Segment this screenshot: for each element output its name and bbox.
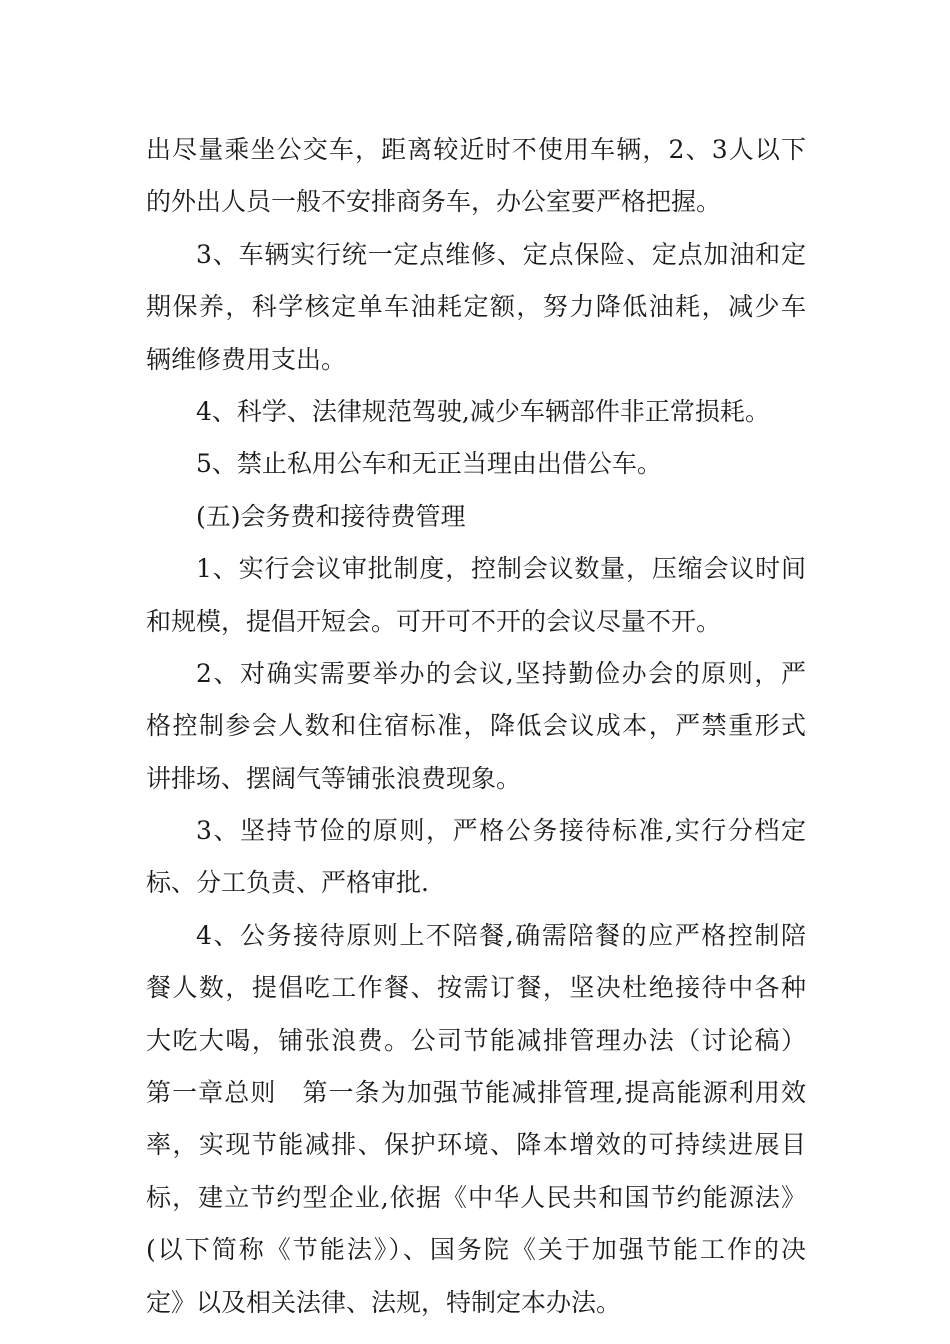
- text-line: 和规模，提倡开短会。可开可不开的会议尽量不开。: [146, 606, 722, 636]
- text-line: 期保养，科学核定单车油耗定额，努力降低油耗，减少车: [146, 292, 806, 322]
- text-line: (以下简称《节能法》）、国务院《关于加强节能工作的决: [146, 1235, 806, 1265]
- text-line: 1、实行会议审批制度，控制会议数量，压缩会议时间: [196, 554, 806, 584]
- text-line: 辆维修费用支出。: [146, 344, 347, 374]
- text-line: 大吃大喝，铺张浪费。公司节能减排管理办法（讨论稿）: [146, 1025, 806, 1055]
- text-line: 讲排场、摆阔气等铺张浪费现象。: [146, 763, 522, 793]
- text-line: 格控制参会人数和住宿标准，降低会议成本，严禁重形式: [146, 711, 806, 741]
- text-line: 率，实现节能减排、保护环境、降本增效的可持续进展目: [146, 1130, 806, 1160]
- text-line: 第一章总则 第一条为加强节能减排管理,提高能源利用效: [146, 1078, 806, 1108]
- text-line: 2、对确实需要举办的会议,坚持勤俭办会的原则，严: [196, 658, 806, 688]
- document-body: [146, 124, 806, 1329]
- text-line: 5、禁止私用公车和无正当理由出借公车。: [196, 449, 662, 479]
- section-heading: (五)会务费和接待费管理: [196, 501, 466, 531]
- text-line: 的外出人员一般不安排商务车，办公室要严格把握。: [146, 187, 722, 217]
- text-line: 定》以及相关法律、法规，特制定本办法。: [146, 1287, 622, 1317]
- text-line: 3、车辆实行统一定点维修、定点保险、定点加油和定: [196, 239, 806, 269]
- text-line: 3、坚持节俭的原则，严格公务接待标准,实行分档定: [196, 816, 806, 846]
- text-line: 4、科学、法律规范驾驶,减少车辆部件非正常损耗。: [196, 396, 770, 426]
- text-line: 餐人数，提倡吃工作餐、按需订餐，坚决杜绝接待中各种: [146, 973, 806, 1003]
- text-line: 4、公务接待原则上不陪餐,确需陪餐的应严格控制陪: [196, 920, 806, 950]
- text-line: 标，建立节约型企业,依据《中华人民共和国节约能源法》: [146, 1182, 806, 1212]
- text-line: 标、分工负责、严格审批.: [146, 868, 429, 898]
- text-line: 出尽量乘坐公交车，距离较近时不使用车辆，2、3人以下: [146, 135, 806, 164]
